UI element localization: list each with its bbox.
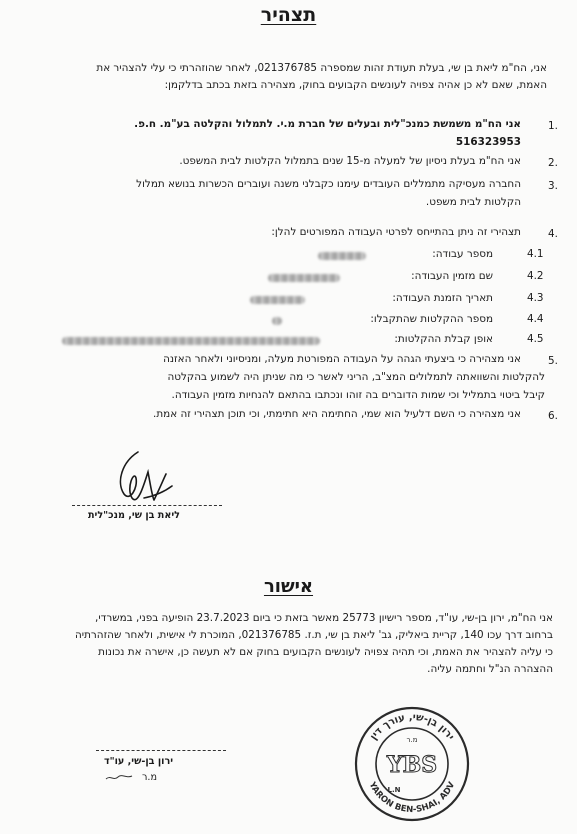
declaration-title: תצהיר xyxy=(260,4,317,26)
stamp-mr: מ.ר xyxy=(406,736,418,744)
lawyer-name: ירון בן-שי, עו"ד xyxy=(104,756,174,767)
lawyer-signature-line xyxy=(96,750,226,751)
redacted-value xyxy=(62,337,320,345)
subitem-number: 4.1 xyxy=(527,248,544,260)
lawyer-initials-scribble xyxy=(104,773,134,783)
subitem-number: 4.3 xyxy=(527,292,544,304)
intro-line-1: אני, הח"מ ליאת בן שי, בעלת תעודת זהות שמספרה 021376785, לאחר שהוזהרתי כי עלי להצהיר את xyxy=(96,62,547,74)
item-5-line-2: להקלטות והשוואתה לתמלולים המצ"ב, הריני לאשר כי מה שניתן היה לשמוע בהקלטה xyxy=(167,371,545,383)
subitem-label: תאריך הזמנת העבודה: xyxy=(392,292,493,304)
item-3-line-2: הקלטות לבית משפט. xyxy=(425,196,521,208)
item-2-line-1: אני הח"מ בעלת ניסיון של למעלה מ-15 שנים בתמלול הקלטות לבית המשפט. xyxy=(179,155,521,167)
subitem-number: 4.5 xyxy=(527,333,544,345)
item-1-line-1: אני הח"מ משמשת כמנכ"לית ובעלים של חברת מ.י. לתמלול והקלטה בע"מ. ח.פ. xyxy=(134,118,521,130)
item-number: 3. xyxy=(548,180,558,192)
item-6-line-1: אני מצהירה כי השם דלעיל הוא שמי, החתימה היא חתימתי, וכי תוכן תצהירי זה אמת. xyxy=(153,408,521,420)
item-number: 5. xyxy=(548,355,558,367)
item-1-line-2: 516323953 xyxy=(455,136,521,148)
subitem-number: 4.4 xyxy=(527,313,544,325)
item-number: 2. xyxy=(548,157,558,169)
stamp-english: YARON BEN-SHAI, ADV xyxy=(366,780,458,816)
approval-line-3: כי עליה להצהיר את האמת, וכי תהיה צפויה לעונשים הקבועים בחוק אם לא תעשה כן, אישרה את נכונות xyxy=(98,646,553,658)
signature-line xyxy=(72,505,222,506)
stamp-hebrew: ירון בן-שי, עורך דין xyxy=(368,711,456,743)
stamp-monogram: YBS xyxy=(386,752,438,778)
item-number: 4. xyxy=(548,228,558,240)
item-number: 1. xyxy=(548,120,558,132)
subitem-number: 4.2 xyxy=(527,270,544,282)
subitem-label: אופן קבלת ההקלטות: xyxy=(394,333,493,345)
approval-line-1: אני הח"מ, ירון בן-שי, עו"ד, מספר רישיון 25773 מאשר בזאת כי ביום 23.7.2023 הופיעה בפני, במשרדי, xyxy=(95,612,553,624)
lawyer-stamp xyxy=(352,700,472,826)
handwritten-signature xyxy=(108,448,178,510)
subitem-label: מספר עבודה: xyxy=(432,248,493,260)
approval-line-2: ברחוב דרך עכו 140, קריית ביאליק, גב' ליאת בן שי, ת.ז. 021376785, המוכרת לי אישית, ולאחר שהזהרתיה xyxy=(74,629,553,641)
redacted-value xyxy=(318,252,366,260)
intro-line-2: האמת, שאם לא כן אהיה צפויה לעונשים הקבועים בחוק, מצהירה בזאת בכתב בדלקמן: xyxy=(164,79,547,91)
stamp-ln: L.N xyxy=(387,786,401,794)
lawyer-license: מ.ר xyxy=(142,772,157,783)
item-5-line-1: אני מצהירה כי ביצעתי הגהה על העבודה המפורטת מעלה, ומניסיוני ולאחר האזנה xyxy=(163,353,521,365)
approval-title: אישור xyxy=(263,576,314,597)
redacted-value xyxy=(250,296,305,304)
redacted-value xyxy=(272,317,282,325)
item-number: 6. xyxy=(548,410,558,422)
item-3-line-1: החברה מעסיקה מתמללים העובדים עימנו כקבלני משנה ועוברים הכשרות בנושא תמלול xyxy=(136,178,521,190)
approval-line-4: ההצהרה הנ"ל וחתמה עליה. xyxy=(427,663,553,675)
subitem-label: מספר ההקלטות שהתקבלו: xyxy=(370,313,493,325)
item-5-line-3: קיבל ביטוי בתמליל וכי שמות הדוברים בה זוהו ונכתבו בהתאם להנחיות מזמין העבודה. xyxy=(171,389,545,401)
signatory-name: ליאת בן שי, מנכ"לית xyxy=(88,510,180,521)
redacted-value xyxy=(268,274,340,282)
item-4-line-1: תצהירי זה ניתן בהתייחס לפרטי העבודה המפורטים להלן: xyxy=(271,226,521,238)
subitem-label: שם מזמין העבודה: xyxy=(411,270,493,282)
